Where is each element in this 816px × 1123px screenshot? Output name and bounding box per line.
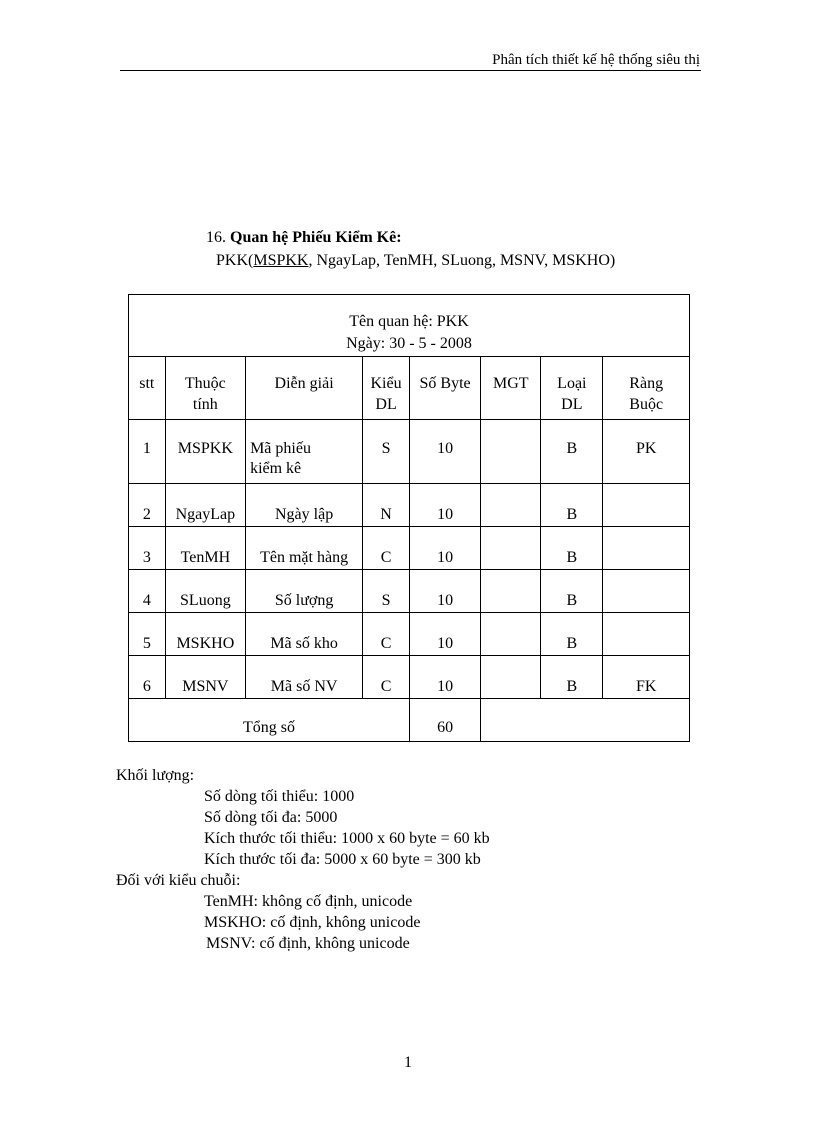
- cell-bytes: 10: [409, 484, 480, 527]
- max-size: Kích thước tối đa: 5000 x 60 byte = 300 kb: [204, 851, 481, 868]
- header-rule: [120, 70, 701, 71]
- cell-data-kind: B: [541, 484, 603, 527]
- cell-attribute: MSKHO: [165, 613, 245, 656]
- cell-mgt: [481, 570, 541, 613]
- cell-attribute: SLuong: [165, 570, 245, 613]
- cell-bytes: 10: [409, 420, 480, 484]
- section-number: 16.: [206, 229, 226, 246]
- cell-stt: 5: [129, 613, 166, 656]
- cell-data-kind: B: [541, 420, 603, 484]
- cell-bytes: 10: [409, 656, 480, 699]
- schema-prefix: PKK(: [216, 252, 254, 269]
- table-header-row: [129, 357, 690, 420]
- cell-data-kind: B: [541, 570, 603, 613]
- header-stt: stt: [129, 357, 166, 420]
- cell-constraint: [603, 570, 690, 613]
- table-row: [129, 613, 690, 656]
- cell-stt: 6: [129, 656, 166, 699]
- section-title: Quan hệ Phiếu Kiểm Kê:: [230, 229, 402, 246]
- header-attribute: Thuộc tính: [165, 357, 245, 420]
- table-caption-row: [129, 295, 690, 357]
- table-caption: [129, 295, 690, 357]
- page-number: 1: [404, 1054, 412, 1071]
- cell-constraint: PK: [603, 420, 690, 484]
- tenmh-note: TenMH: không cố định, unicode: [204, 893, 413, 910]
- cell-mgt: [481, 420, 541, 484]
- table-row: [129, 527, 690, 570]
- cell-attribute: TenMH: [165, 527, 245, 570]
- cell-data-type: C: [363, 527, 410, 570]
- header-mgt: MGT: [481, 357, 541, 420]
- header-data-type: Kiểu DL: [363, 357, 410, 420]
- table-row: [129, 420, 690, 484]
- cell-data-kind: B: [541, 527, 603, 570]
- cell-mgt: [481, 527, 541, 570]
- total-value: 60: [409, 699, 480, 742]
- cell-data-type: C: [363, 656, 410, 699]
- cell-stt: 2: [129, 484, 166, 527]
- msnv-note: MSNV: cố định, không unicode: [206, 935, 410, 952]
- cell-constraint: [603, 484, 690, 527]
- cell-description: Ngày lập: [246, 484, 363, 527]
- schema-primary-key: MSPKK: [253, 252, 309, 269]
- cell-bytes: 10: [409, 613, 480, 656]
- header-description: Diễn giải: [246, 357, 363, 420]
- cell-data-type: C: [363, 613, 410, 656]
- relation-schema: [216, 252, 615, 270]
- total-empty: [481, 699, 690, 742]
- cell-data-kind: B: [541, 656, 603, 699]
- cell-bytes: 10: [409, 570, 480, 613]
- cell-data-type: S: [363, 570, 410, 613]
- cell-mgt: [481, 656, 541, 699]
- cell-data-kind: B: [541, 613, 603, 656]
- cell-attribute: MSNV: [165, 656, 245, 699]
- min-rows: Số dòng tối thiểu: 1000: [204, 788, 355, 805]
- header-constraint: Ràng Buộc: [603, 357, 690, 420]
- cell-description: Số lượng: [246, 570, 363, 613]
- cell-data-type: S: [363, 420, 410, 484]
- cell-stt: 1: [129, 420, 166, 484]
- cell-stt: 4: [129, 570, 166, 613]
- relation-date: Ngày: 30 - 5 - 2008: [346, 335, 472, 352]
- running-header-title: Phân tích thiết kế hệ thống siêu thị: [492, 52, 700, 68]
- cell-mgt: [481, 484, 541, 527]
- cell-constraint: [603, 613, 690, 656]
- cell-attribute: MSPKK: [165, 420, 245, 484]
- cell-description: Mã số NV: [246, 656, 363, 699]
- table-total-row: [129, 699, 690, 742]
- cell-description: Tên mặt hàng: [246, 527, 363, 570]
- mskho-note: MSKHO: cố định, không unicode: [204, 914, 421, 931]
- table-row: [129, 570, 690, 613]
- cell-constraint: FK: [603, 656, 690, 699]
- volume-heading: Khối lượng:: [116, 767, 195, 784]
- cell-attribute: NgayLap: [165, 484, 245, 527]
- volume-notes: [116, 765, 490, 954]
- section-heading: [206, 229, 402, 247]
- cell-stt: 3: [129, 527, 166, 570]
- cell-data-type: N: [363, 484, 410, 527]
- cell-bytes: 10: [409, 527, 480, 570]
- cell-description: Mã phiếu kiểm kê: [246, 420, 363, 484]
- min-size: Kích thước tối thiểu: 1000 x 60 byte = 60 kb: [204, 830, 490, 847]
- header-data-kind: Loại DL: [541, 357, 603, 420]
- schema-attributes: , NgayLap, TenMH, SLuong, MSNV, MSKHO): [308, 252, 616, 269]
- cell-constraint: [603, 527, 690, 570]
- relation-name: Tên quan hệ: PKK: [349, 313, 469, 330]
- cell-description: Mã số kho: [246, 613, 363, 656]
- max-rows: Số dòng tối đa: 5000: [204, 809, 338, 826]
- header-bytes: Số Byte: [409, 357, 480, 420]
- total-label: Tổng số: [129, 699, 410, 742]
- relation-table: [128, 294, 690, 742]
- cell-mgt: [481, 613, 541, 656]
- table-row: [129, 656, 690, 699]
- string-heading: Đối với kiểu chuỗi:: [116, 872, 241, 889]
- table-row: [129, 484, 690, 527]
